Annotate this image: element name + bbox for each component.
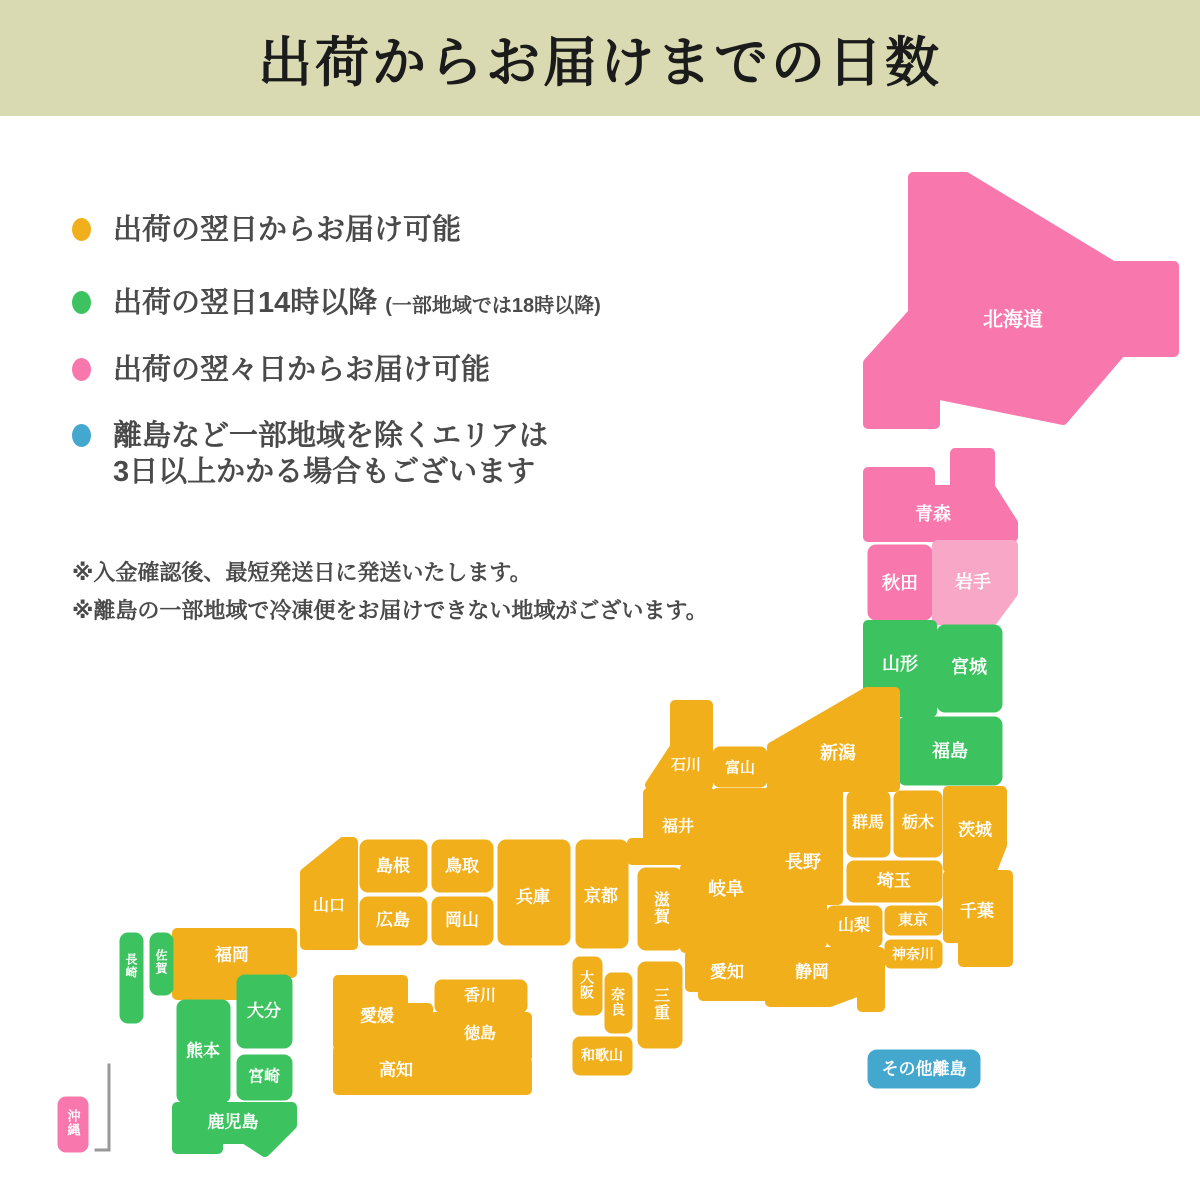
pref-okinawa-label: 沖縄 [65,1109,81,1137]
pref-fukui-label: 福井 [661,818,695,836]
pref-shiga [638,868,682,950]
pref-nagano-label: 長野 [785,852,821,872]
pref-aomori [868,453,1013,537]
pref-niigata-shape [772,692,895,787]
pref-kumamoto-label: 熊本 [186,1041,220,1061]
pref-ibaraki [948,791,1002,868]
pref-chiba-label: 千葉 [960,901,994,921]
pref-aichi [690,955,765,996]
pref-nagasaki-label: 長崎 [124,953,138,979]
pref-kochi [338,1050,527,1090]
pref-akita-label: 秋田 [882,573,918,593]
pref-fukushima [898,717,1002,785]
pref-miyagi [937,625,1002,712]
legend-label-remote-line1: 離島など一部地域を除くエリアは [113,420,549,452]
pref-gifu-label: 岐阜 [708,879,744,899]
pref-miyazaki [237,1055,292,1100]
pref-nara [605,973,632,1033]
pref-kyoto-label: 京都 [584,886,618,906]
pref-ehime [338,980,428,1045]
pref-hyogo [498,840,570,945]
pref-iwate-label: 岩手 [955,572,991,592]
pref-niigata-label: 新潟 [820,743,856,763]
pref-tokyo [885,906,942,935]
pref-niigata [772,692,895,787]
pref-tokushima-label: 徳島 [463,1025,497,1043]
okinawa-inset-line [96,1065,109,1150]
pref-toyama [713,747,767,787]
pref-okayama [432,897,493,945]
pref-aomori-label: 青森 [915,504,951,524]
note-payment: ※入金確認後、最短発送日に発送いたします。 [72,560,532,585]
pref-oita [237,975,292,1048]
pref-ishikawa-label: 石川 [670,756,702,774]
pref-shimane [360,840,427,892]
pref-kyoto [576,840,628,948]
pref-fukuoka-label: 福岡 [215,945,249,965]
pref-kagawa [435,980,527,1013]
pref-nagasaki [120,933,143,1023]
pref-saitama-label: 埼玉 [877,871,911,891]
legend-label-next-day: 出荷の翌日からお届け可能 [113,214,462,246]
pref-gunma-label: 群馬 [851,814,885,832]
other-islands-badge [868,1050,980,1088]
pref-fukui [632,793,710,860]
pref-nara-label: 奈良 [610,987,626,1017]
legend-label-next-day-14: 出荷の翌日14時以降 [113,287,378,319]
pref-kumamoto [177,1000,230,1103]
pref-fukushima-label: 福島 [932,741,968,761]
pref-kagawa-label: 香川 [463,987,497,1005]
pref-hyogo-label: 兵庫 [516,887,550,907]
pref-mie [638,962,682,1048]
pref-hokkaido [868,177,1174,424]
pref-ehime-label: 愛媛 [360,1006,394,1026]
pref-shizuoka-label: 静岡 [795,962,829,982]
pref-mie-label: 三重 [651,987,669,1021]
pref-akita [868,545,932,620]
pref-yamagata-label: 山形 [882,654,918,674]
pref-hokkaido-shape [868,177,1174,424]
legend-label-remote-line2: 3日以上かかる場合もございます [113,456,536,488]
pref-hokkaido-label: 北海道 [983,309,1043,331]
note-frozen: ※離島の一部地域で冷凍便をお届けできない地域がございます。 [72,598,708,623]
pref-hiroshima [360,897,427,945]
pref-osaka-label: 大阪 [579,970,595,1000]
pref-yamaguchi-label: 山口 [312,897,346,915]
pref-kochi-label: 高知 [379,1060,413,1080]
pref-ibaraki-label: 茨城 [958,820,992,840]
pref-gunma [847,791,890,857]
pref-kanagawa [885,940,942,968]
pref-chiba [948,875,1008,962]
pref-wakayama-label: 和歌山 [581,1047,623,1063]
pref-saitama [847,861,942,902]
pref-miyazaki-label: 宮崎 [247,1068,281,1086]
pref-kanagawa-label: 神奈川 [892,946,934,962]
pref-toyama-label: 富山 [724,759,756,777]
page-title: 出荷からお届けまでの日数 [258,32,942,93]
pref-okayama-label: 岡山 [445,910,479,930]
pref-tottori [432,840,493,892]
pref-hiroshima-label: 広島 [376,910,410,930]
pref-yamaguchi [305,842,353,945]
pref-osaka [573,957,602,1015]
legend-note-18: (一部地域では18時以降) [385,295,601,317]
pref-saga-label: 佐賀 [154,949,168,975]
pref-tottori-label: 鳥取 [445,856,479,876]
legend-label-two-days: 出荷の翌々日からお届け可能 [113,354,491,386]
pref-wakayama [573,1037,632,1075]
pref-kochi-shape [338,1050,527,1090]
pref-shiga-label: 滋賀 [651,891,669,925]
pref-tochigi [894,791,942,857]
pref-shizuoka [770,952,880,1007]
pref-tokyo-label: 東京 [897,911,929,929]
pref-oita-label: 大分 [247,1001,281,1021]
pref-aichi-label: 愛知 [710,962,744,982]
pref-saga [150,933,173,995]
pref-miyagi-label: 宮城 [951,657,987,677]
pref-ishikawa [650,705,708,785]
pref-iwate [937,545,1013,620]
other-islands-label: その他離島 [881,1059,967,1079]
pref-kagoshima-label: 鹿児島 [207,1112,259,1132]
pref-yamaguchi-shape [305,842,353,945]
pref-kagoshima [177,1107,292,1152]
pref-shimane-label: 島根 [376,856,410,876]
pref-aomori-shape [868,453,1013,537]
pref-tochigi-label: 栃木 [901,814,935,832]
pref-okinawa [58,1097,88,1152]
pref-yamanashi-label: 山梨 [837,917,871,935]
pref-yamanashi [827,906,882,947]
